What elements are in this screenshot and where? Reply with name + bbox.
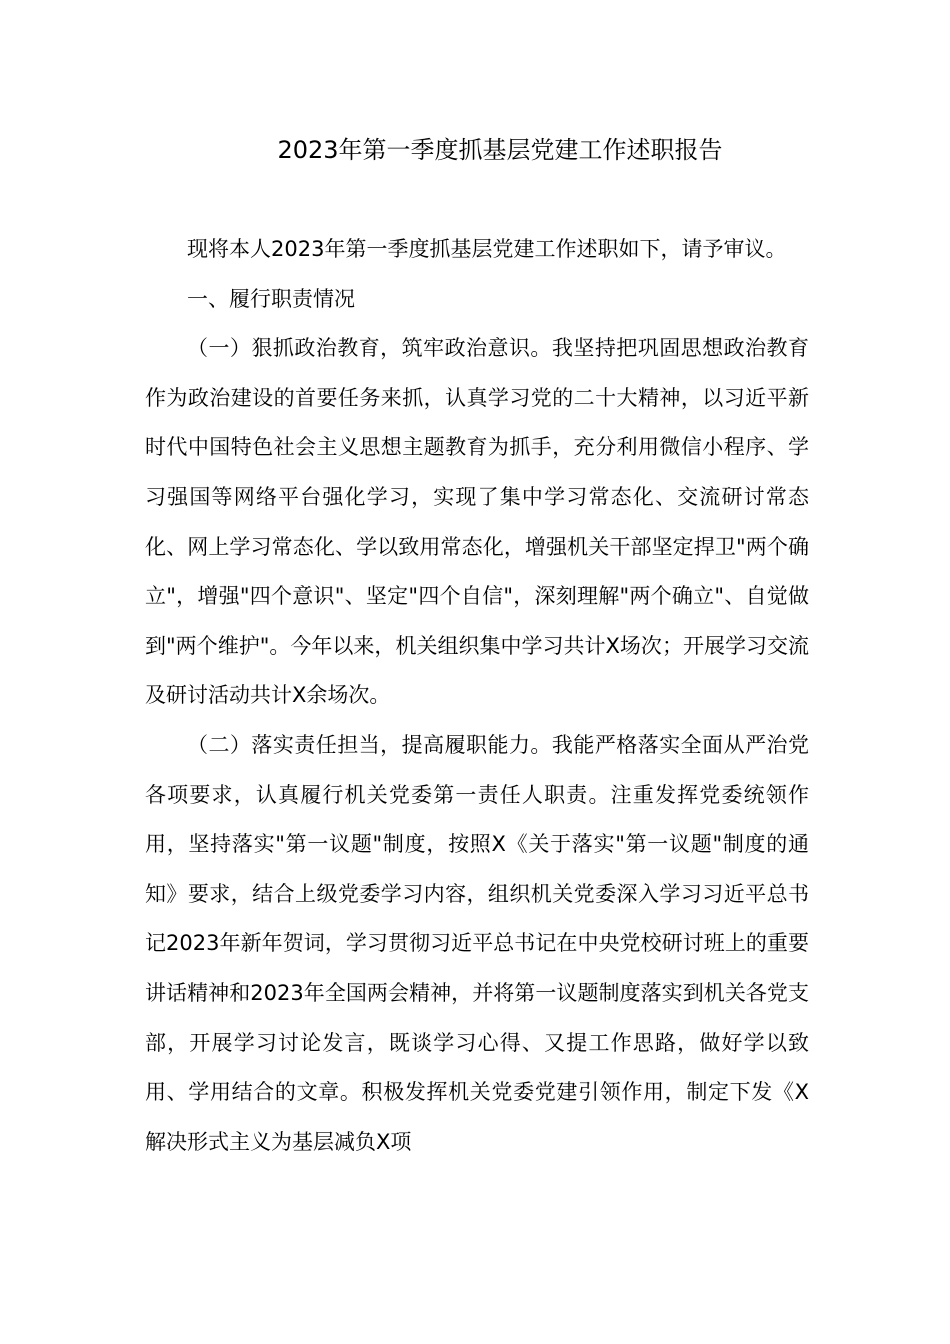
- body-paragraph: （一）狠抓政治教育，筑牢政治意识。我坚持把巩固思想政治教育作为政治建设的首要任务来抓，认真学习党的二十大精神，以习近平新时代中国特色社会主义思想主题教育为抓手，充分利用微信小程序、学习强国等网络平台强化学习，实现了集中学习常态化、交流研讨常态化、网上学习常态化、学以致用常态化，增强机关干部坚定捍卫"两个确立"，增强"四个意识"、坚定"四个自信"，深刻理解"两个确立"、自觉做到"两个维护"。今年以来，机关组织集中学习共计X场次；开展学习交流及研讨活动共计X余场次。: [145, 336, 809, 708]
- document-body: [145, 225, 809, 1167]
- intro-paragraph: 现将本人2023年第一季度抓基层党建工作述职如下，请予审议。: [187, 237, 787, 261]
- body-paragraph: （二）落实责任担当，提高履职能力。我能严格落实全面从严治党各项要求，认真履行机关党委第一责任人职责。注重发挥党委统领作用，坚持落实"第一议题"制度，按照X《关于落实"第一议题"制度的通知》要求，结合上级党委学习内容，组织机关党委深入学习习近平总书记2023年新年贺词，学习贯彻习近平总书记在中央党校研讨班上的重要讲话精神和2023年全国两会精神，并将第一议题制度落实到机关各党支部，开展学习讨论发言，既谈学习心得、又提工作思路，做好学以致用、学用结合的文章。积极发挥机关党委党建引领作用，制定下发《X解决形式主义为基层减负X项: [145, 732, 809, 1154]
- section-heading: 一、履行职责情况: [187, 286, 355, 311]
- document-title: 2023年第一季度抓基层党建工作述职报告: [277, 136, 723, 164]
